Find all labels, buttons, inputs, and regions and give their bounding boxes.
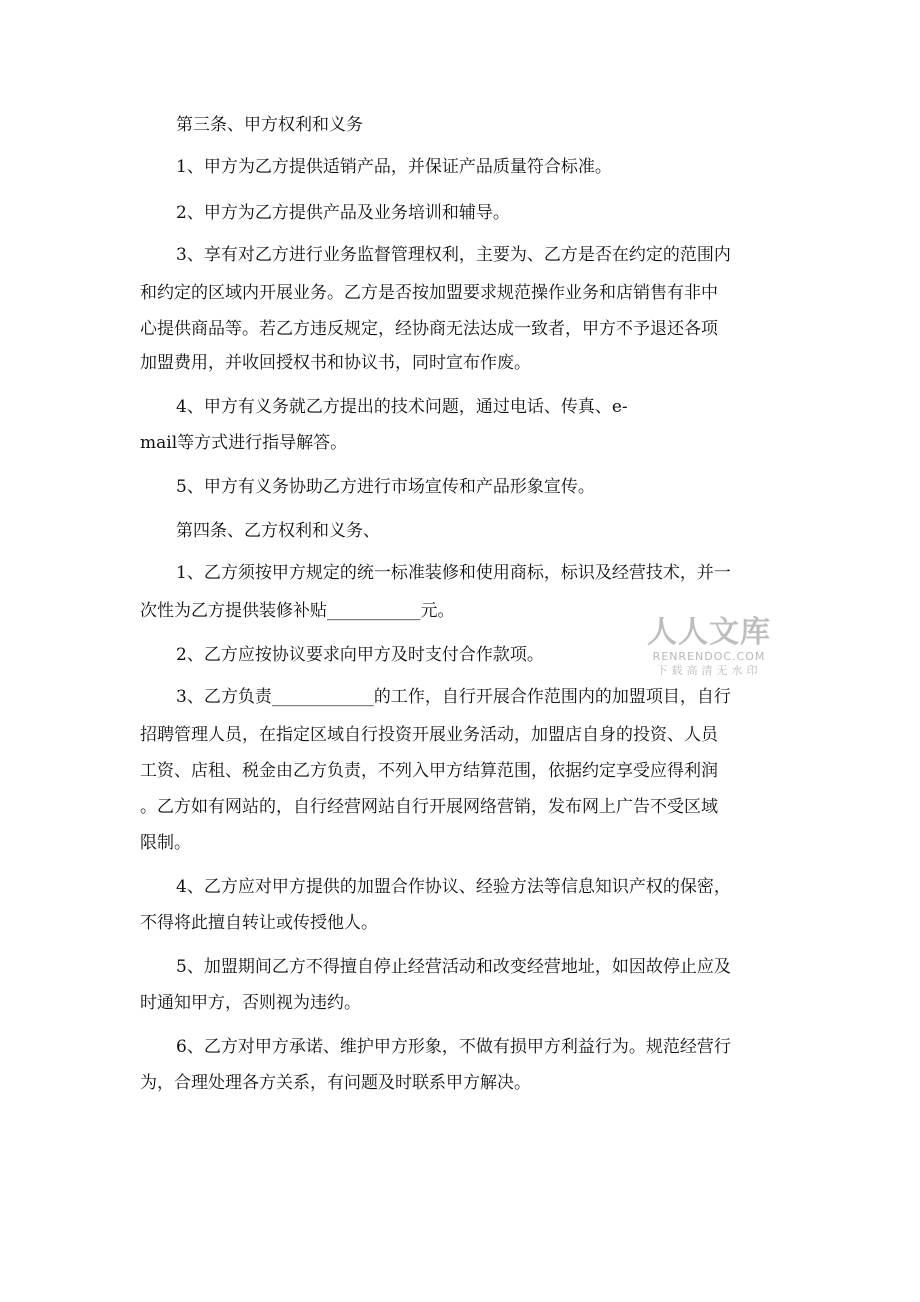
- paragraph-line: 心提供商品等。若乙方违反规定，经协商无法达成一致者，甲方不予退还各项: [140, 319, 718, 339]
- watermark-logo: [644, 616, 774, 678]
- paragraph-line: 4、甲方有义务就乙方提出的技术问题，通过电话、传真、e-: [176, 397, 628, 417]
- watermark-slogan: 下载高清无水印: [656, 664, 762, 677]
- paragraph-line: 5、加盟期间乙方不得擅自停止经营活动和改变经营地址，如因故停止应及: [176, 957, 731, 977]
- watermark-domain: RENRENDOC.COM: [652, 650, 766, 663]
- section-heading-3: 第三条、甲方权利和义务: [176, 115, 363, 135]
- paragraph-line: 4、乙方应对甲方提供的加盟合作协议、经验方法等信息知识产权的保密，: [176, 877, 731, 897]
- paragraph-line: 1、乙方须按甲方规定的统一标准装修和使用商标，标识及经营技术，并一: [176, 563, 731, 583]
- paragraph-line: 1、甲方为乙方提供适销产品，并保证产品质量符合标准。: [176, 157, 612, 177]
- paragraph-line: 3、享有对乙方进行业务监督管理权利，主要为、乙方是否在约定的范围内: [176, 245, 731, 265]
- paragraph-line: 工资、店租、税金由乙方负责，不列入甲方结算范围，依据约定享受应得利润: [140, 761, 718, 781]
- paragraph-line: 3、乙方负责____________的工作，自行开展合作范围内的加盟项目，自行: [176, 687, 731, 707]
- watermark-name: 人人文库: [647, 615, 771, 650]
- paragraph-line: 为，合理处理各方关系，有问题及时联系甲方解决。: [140, 1073, 531, 1093]
- paragraph-line: 加盟费用，并收回授权书和协议书，同时宣布作废。: [140, 353, 531, 373]
- paragraph-line: 时通知甲方，否则视为违约。: [140, 993, 361, 1013]
- paragraph-line: 5、甲方有义务协助乙方进行市场宣传和产品形象宣传。: [176, 477, 595, 497]
- paragraph-line: 次性为乙方提供装修补贴___________元。: [140, 601, 455, 621]
- paragraph-line: 。乙方如有网站的，自行经营网站自行开展网络营销，发布网上广告不受区域: [140, 797, 718, 817]
- paragraph-line: 限制。: [140, 833, 191, 853]
- paragraph-line: 和约定的区域内开展业务。乙方是否按加盟要求规范操作业务和店销售有非中: [140, 283, 718, 303]
- paragraph-line: 不得将此擅自转让或传授他人。: [140, 913, 378, 933]
- paragraph-line: 6、乙方对甲方承诺、维护甲方形象，不做有损甲方利益行为。规范经营行: [176, 1037, 731, 1057]
- paragraph-line: mail等方式进行指导解答。: [140, 433, 348, 453]
- paragraph-line: 招聘管理人员，在指定区域自行投资开展业务活动，加盟店自身的投资、人员: [140, 725, 718, 745]
- paragraph-line: 2、甲方为乙方提供产品及业务培训和辅导。: [176, 203, 510, 223]
- section-heading-4: 第四条、乙方权利和义务、: [176, 521, 380, 541]
- paragraph-line: 2、乙方应按协议要求向甲方及时支付合作款项。: [176, 645, 544, 665]
